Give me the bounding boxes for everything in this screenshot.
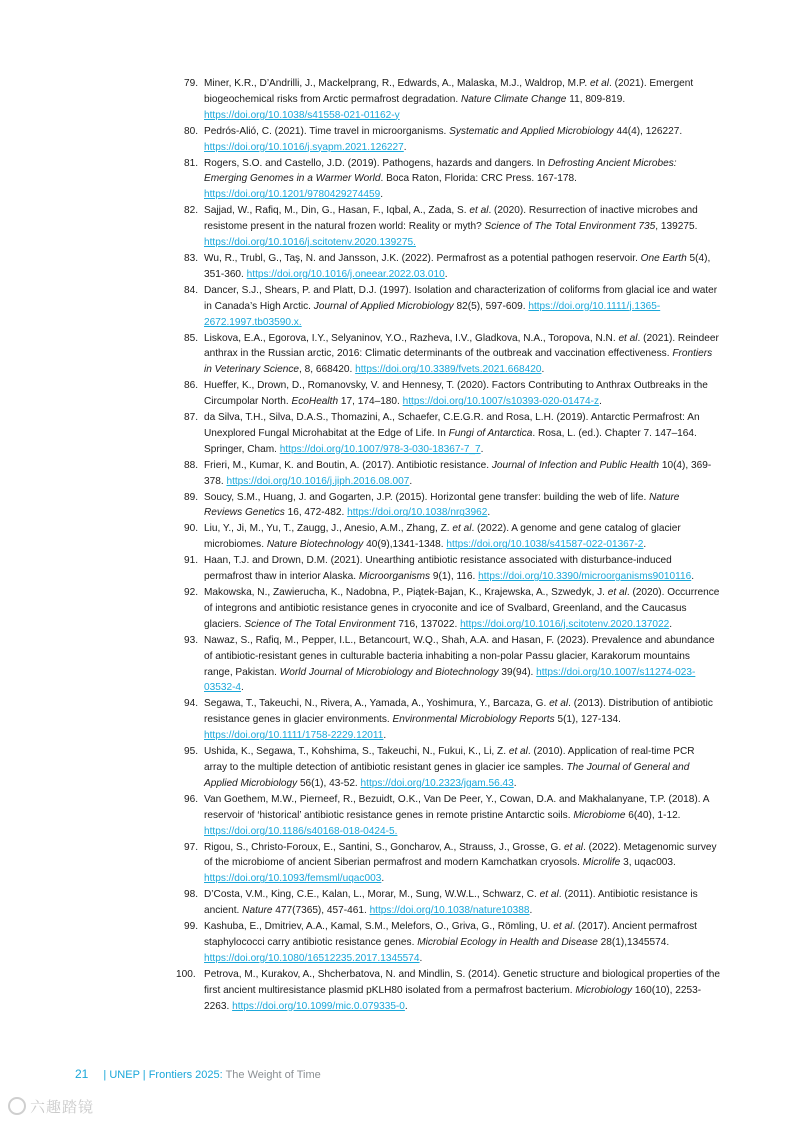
reference-number: 99. — [184, 921, 199, 933]
reference-italic-text: Journal of Applied Microbiology — [313, 300, 454, 312]
doi-link[interactable]: https://doi.org/10.1099/mic.0.079335-0 — [232, 1000, 405, 1012]
reference-item — [184, 696, 720, 744]
reference-text: . (2021). Reindeer anthrax in the Russian arctic, 2016: Climatic determinants of the outbreak and vaccination effectiveness. — [204, 332, 719, 360]
reference-item — [176, 967, 720, 1015]
reference-number: 91. — [184, 555, 199, 567]
reference-italic-text: et al — [539, 889, 559, 901]
reference-number: 88. — [184, 459, 199, 471]
reference-text: Sajjad, W., Rafiq, M., Din, G., Hasan, F., Iqbal, A., Zada, S. — [204, 205, 470, 217]
doi-link[interactable]: https://doi.org/10.1016/j.jiph.2016.08.007 — [226, 475, 410, 487]
reference-text: Van Goethem, M.W., Pierneef, R., Bezuidt, O.K., Van De Peer, Y., Cowan, D.A. and Makhalanyane, T.P. (2018). A reservoir of ‘historical’ antibiotic resistance genes in remote pristine Antarctic soils. — [204, 793, 709, 821]
reference-italic-text: Environmental Microbiology Reports — [392, 714, 555, 726]
reference-text: . (2021). Emergent biogeochemical risks from Arctic permafrost degradation. — [204, 78, 694, 105]
reference-item — [184, 124, 720, 156]
reference-number: 79. — [184, 78, 199, 89]
reference-text: Nawaz, S., Rafiq, M., Pepper, I.L., Betancourt, W.Q., Shah, A.A. and Hasan, F. (2023). Prevalence and abundance of antibiotic-resistant genes in culturable bacteria inhabiting a non-polar Passu glacier, Karakorum mountains range, Pakistan. — [204, 634, 715, 678]
reference-italic-text: Microorganisms — [358, 571, 431, 583]
reference-text: . — [409, 475, 413, 487]
reference-text: 17, 174–180. — [338, 396, 403, 408]
reference-number: 92. — [184, 587, 199, 598]
reference-text: . (2020). Occurrence of integrons and antibiotic resistance genes in cryoconite and ice of Svalbard, Greenland, and the Caucasus glaciers. — [204, 587, 720, 630]
watermark-logo-icon — [8, 1097, 26, 1115]
footer-separator: | — [103, 1069, 107, 1081]
reference-text: D’Costa, V.M., King, C.E., Kalan, L., Morar, M., Sung, W.W.L., Schwarz, C. — [204, 889, 540, 901]
reference-text: Ushida, K., Segawa, T., Kohshima, S., Takeuchi, N., Fukui, K., Li, Z. — [204, 746, 509, 758]
reference-italic-text: Nature — [242, 905, 273, 917]
doi-link[interactable]: https://doi.org/10.1201/9780429274459 — [204, 189, 381, 201]
reference-text: , 139275. — [655, 221, 698, 233]
reference-number: 93. — [184, 634, 199, 646]
reference-text: Soucy, S.M., Huang, J. and Gogarten, J.P. (2015). Horizontal gene transfer: building the web of life. — [204, 491, 650, 503]
reference-number: 85. — [184, 332, 199, 344]
reference-text: Kashuba, E., Dmitriev, A.A., Kamal, S.M., Melefors, O., Griva, G., Römling, U. — [204, 921, 554, 933]
reference-text: . — [643, 539, 647, 551]
reference-text: . — [480, 443, 484, 455]
reference-text: 82(5), 597-609. — [453, 300, 529, 312]
reference-number: 83. — [184, 252, 199, 264]
reference-text: . (2017). Ancient permafrost staphylococci carry antibiotic resistance genes. — [204, 921, 697, 948]
reference-text: Wu, R., Trubl, G., Taş, N. and Jansson, J.K. (2022). Permafrost as a potential pathogen reservoir. — [204, 252, 641, 264]
reference-text: . — [541, 364, 545, 376]
reference-italic-text: Frontiers in Veterinary Science — [204, 348, 713, 376]
reference-italic-text: Science of The Total Environment 735 — [484, 221, 656, 233]
reference-text: 39(94). — [498, 666, 537, 678]
doi-link[interactable]: https://doi.org/10.1080/16512235.2017.1345574 — [204, 952, 420, 964]
reference-item — [184, 553, 720, 585]
reference-number: 86. — [184, 380, 199, 392]
reference-text: Pedrós-Alió, C. (2021). Time travel in microorganisms. — [204, 125, 450, 137]
doi-link[interactable]: https://doi.org/10.1038/nature10388 — [369, 905, 530, 917]
doi-link[interactable]: https://doi.org/10.1016/j.oneear.2022.03.010 — [246, 268, 445, 280]
reference-number: 94. — [184, 698, 199, 710]
doi-link[interactable]: https://doi.org/10.1007/s10393-020-01474-z — [402, 396, 600, 408]
reference-italic-text: Science of The Total Environment — [244, 618, 396, 630]
page-number: 21 — [75, 1067, 89, 1081]
reference-italic-text: et al — [508, 746, 528, 758]
reference-item — [184, 521, 720, 553]
reference-italic-text: EcoHealth — [291, 396, 339, 408]
footer-separator: | — [142, 1069, 146, 1081]
reference-number: 98. — [184, 889, 199, 901]
doi-link[interactable]: https://doi.org/10.2323/jgam.56.43 — [360, 777, 514, 789]
reference-text: 5(4), 351-360. — [204, 252, 711, 280]
reference-item — [184, 887, 720, 919]
reference-number: 89. — [184, 491, 199, 503]
watermark — [8, 1096, 94, 1117]
reference-item — [184, 410, 720, 458]
reference-text: . (2022). Metagenomic survey of the microbiome of ancient Siberian permafrost and modern Kamchatkan cryosols. — [204, 841, 717, 869]
reference-text: . — [487, 507, 491, 519]
reference-italic-text: Systematic and Applied Microbiology — [449, 125, 614, 137]
reference-text: Frieri, M., Kumar, K. and Boutin, A. (2017). Antibiotic resistance. — [204, 459, 492, 471]
reference-italic-text: Nature Biotechnology — [266, 539, 364, 551]
reference-item — [184, 585, 720, 633]
reference-number: 96. — [184, 793, 199, 805]
reference-italic-text: et al — [607, 587, 627, 598]
reference-item — [184, 458, 720, 490]
reference-italic-text: Nature Reviews Genetics — [204, 491, 680, 519]
reference-text: Segawa, T., Takeuchi, N., Rivera, A., Yamada, A., Yoshimura, Y., Barcaza, G. — [204, 698, 550, 710]
reference-text: . — [513, 777, 517, 789]
doi-link[interactable]: https://doi.org/10.1111/j.1365-2672.1997.tb03590.x. — [204, 300, 661, 328]
doi-link[interactable]: https://doi.org/10.3389/fvets.2021.668420 — [355, 364, 542, 376]
reference-italic-text: Nature Climate Change — [460, 93, 567, 105]
reference-text: . — [599, 396, 602, 408]
reference-number: 81. — [184, 157, 199, 169]
reference-number: 100. — [176, 968, 196, 980]
reference-text: Makowska, N., Zawierucha, K., Nadobna, P., Piątek-Bajan, K., Krajewska, A., Szwedyk, J. — [204, 587, 608, 598]
page-footer: 21 | UNEP | Frontiers 2025: The Weight of Time — [75, 1067, 321, 1081]
reference-item — [184, 919, 720, 967]
reference-text: . (2010). Application of real-time PCR array to the multiple detection of antibiotic resistant genes in glacier ice samples. — [204, 746, 695, 773]
doi-link[interactable]: https://doi.org/10.1016/j.scitotenv.2020.137022 — [460, 618, 670, 630]
reference-italic-text: et al — [549, 698, 569, 710]
reference-text: 477(7365), 457-461. — [272, 905, 370, 917]
reference-italic-text: Defrosting Ancient Microbes: Emerging Genomes in a Warmer World — [204, 157, 677, 185]
reference-item — [184, 76, 720, 124]
reference-text: 9(1), 116. — [430, 571, 479, 583]
reference-number: 80. — [184, 125, 199, 137]
reference-list — [176, 76, 720, 1014]
reference-number: 82. — [184, 205, 199, 217]
reference-item — [184, 331, 720, 379]
reference-item — [184, 633, 720, 697]
footer-subtitle: The Weight of Time — [225, 1069, 321, 1081]
reference-text: . (2020). Resurrection of inactive microbes and resistome present in the natural frozen world: Reality or myth? — [204, 205, 698, 233]
reference-italic-text: Microbiology — [575, 984, 633, 996]
reference-number: 90. — [184, 523, 199, 535]
reference-text: Liskova, E.A., Egorova, I.Y., Selyaninov, Y.O., Razheva, I.V., Gladkova, N.A., Toropova, N.N. — [204, 332, 619, 344]
doi-link[interactable]: https://doi.org/10.1016/j.scitotenv.2020.139275. — [204, 237, 416, 249]
reference-italic-text: et al — [469, 205, 489, 217]
reference-text: 40(9),1341-1348. — [363, 539, 447, 551]
reference-text: . — [403, 141, 407, 153]
reference-item — [184, 490, 720, 522]
reference-text: Rogers, S.O. and Castello, J.D. (2019). Pathogens, hazards and dangers. In — [204, 157, 548, 169]
reference-text: Dancer, S.J., Shears, P. and Platt, D.J. (1997). Isolation and characterization of coliforms from glacial ice and water in Canada’s High Arctic. — [204, 284, 718, 312]
reference-number: 87. — [184, 412, 199, 424]
reference-italic-text: Journal of Infection and Public Health — [491, 459, 660, 471]
reference-italic-text: Microbial Ecology in Health and Disease — [417, 936, 598, 948]
reference-italic-text: et al — [553, 921, 573, 933]
reference-text: Haan, T.J. and Drown, D.M. (2021). Unearthing antibiotic resistance associated with disturbance-induced permafrost thaw in interior Alaska. — [204, 555, 672, 583]
reference-item — [184, 283, 720, 331]
doi-link[interactable]: https://doi.org/10.1007/s11274-023-03532-4 — [204, 666, 696, 694]
doi-link[interactable]: https://doi.org/10.1016/j.syapm.2021.126227 — [204, 141, 404, 153]
reference-item — [184, 378, 720, 410]
reference-text: da Silva, T.H., Silva, D.A.S., Thomazini, A., Schaefer, C.E.G.R. and Rosa, L.H. (2019). Antarctic Permafrost: An Unexplored Fungal Microhabitat at the Edge of Life. In — [204, 412, 700, 439]
reference-text: . (2022). A genome and gene catalog of glacier microbiomes. — [204, 523, 681, 551]
doi-link[interactable]: https://doi.org/10.1007/978-3-030-18367-7_7 — [279, 443, 481, 455]
reference-text: . — [691, 571, 695, 583]
reference-text: 16, 472-482. — [284, 507, 348, 519]
reference-italic-text: et al — [452, 523, 472, 535]
reference-text: . — [444, 268, 448, 280]
reference-text: , 8, 668420. — [299, 364, 356, 376]
footer-publisher: UNEP — [109, 1069, 140, 1081]
reference-text: Hueffer, K., Drown, D., Romanovsky, V. and Hennesy, T. (2020). Factors Contributing to Anthrax Outbreaks in the Circumpolar North. — [204, 380, 708, 408]
reference-text: . (2013). Distribution of antibiotic resistance genes in glacier environments. — [204, 698, 713, 726]
reference-text: 5(1), 127-134. — [554, 714, 621, 726]
footer-series: Frontiers 2025 — [148, 1069, 220, 1081]
reference-text: . — [419, 952, 423, 964]
reference-text: Petrova, M., Kurakov, A., Shcherbatova, N. and Mindlin, S. (2014). Genetic structure and biological properties of the first ancient multiresistance plasmid pKLH80 isolated from a permafrost bacterium. — [204, 968, 720, 996]
reference-text: 28(1),1345574. — [597, 936, 670, 948]
reference-text: Rigou, S., Christo-Foroux, E., Santini, S., Goncharov, A., Strauss, J., Grosse, G. — [204, 841, 564, 853]
reference-text: 44(4), 126227. — [613, 125, 683, 137]
reference-text: 11, 809-819. — [566, 93, 626, 105]
doi-link[interactable]: https://doi.org/10.1038/s41587-022-01367-2 — [446, 539, 644, 551]
reference-text: . (2011). Antibiotic resistance is ancient. — [204, 889, 698, 917]
reference-number: 95. — [184, 746, 199, 758]
watermark-text: 六趣踏镜 — [30, 1099, 95, 1116]
reference-italic-text: The Journal of General and Applied Microbiology — [204, 761, 690, 789]
reference-text: 160(10), 2253-2263. — [204, 984, 702, 1012]
reference-text: 716, 137022. — [395, 618, 461, 630]
reference-item — [184, 251, 720, 283]
reference-text: 6(40), 1-12. — [625, 809, 681, 821]
reference-number: 97. — [184, 841, 199, 853]
reference-text: 56(1), 43-52. — [297, 777, 361, 789]
reference-text: Liu, Y., Ji, M., Yu, T., Zaugg, J., Anesio, A.M., Zhang, Z. — [204, 523, 453, 535]
reference-item — [184, 840, 720, 888]
reference-text: . — [383, 730, 387, 742]
reference-italic-text: One Earth — [640, 252, 687, 264]
reference-text: . — [241, 682, 244, 694]
reference-italic-text: Microlife — [582, 857, 621, 869]
reference-text: . — [404, 1000, 408, 1012]
reference-text: 10(4), 369-378. — [204, 459, 712, 487]
reference-text: . — [381, 873, 385, 885]
doi-link[interactable]: https://doi.org/10.1186/s40168-018-0424-5. — [204, 825, 398, 837]
reference-italic-text: et al — [618, 332, 638, 344]
reference-item — [184, 203, 720, 251]
reference-italic-text: Fungi of Antarctica — [448, 427, 533, 439]
reference-italic-text: et al — [589, 78, 610, 89]
reference-italic-text: World Journal of Microbiology and Biotechnology — [279, 666, 499, 678]
reference-text: 3, uqac003. — [620, 857, 676, 869]
reference-italic-text: et al — [563, 841, 584, 853]
doi-link[interactable]: https://doi.org/10.1093/femsml/uqac003 — [204, 873, 382, 885]
doi-link[interactable]: https://doi.org/10.1111/1758-2229.12011 — [204, 730, 384, 742]
doi-link[interactable]: https://doi.org/10.1038/nrg3962 — [347, 507, 488, 519]
reference-item — [184, 792, 720, 840]
doi-link[interactable]: https://doi.org/10.1038/s41558-021-01162-y — [204, 109, 400, 121]
reference-item — [184, 744, 720, 792]
reference-italic-text: Microbiome — [573, 809, 626, 821]
reference-text: Miner, K.R., D’Andrilli, J., Mackelprang, R., Edwards, A., Malaska, M.J., Waldrop, M.P. — [204, 78, 590, 89]
reference-text: . Rosa, L. (ed.). Chapter 7. 147–164. Springer, Cham. — [204, 427, 697, 455]
reference-text: . — [669, 618, 673, 630]
reference-item — [184, 156, 720, 204]
reference-text: . — [529, 905, 533, 917]
reference-number: 84. — [184, 284, 199, 296]
reference-text: . Boca Raton, Florida: CRC Press. 167-178. — [380, 173, 577, 185]
doi-link[interactable]: https://doi.org/10.3390/microorganisms9010116 — [478, 571, 692, 583]
reference-text: . — [380, 189, 384, 201]
